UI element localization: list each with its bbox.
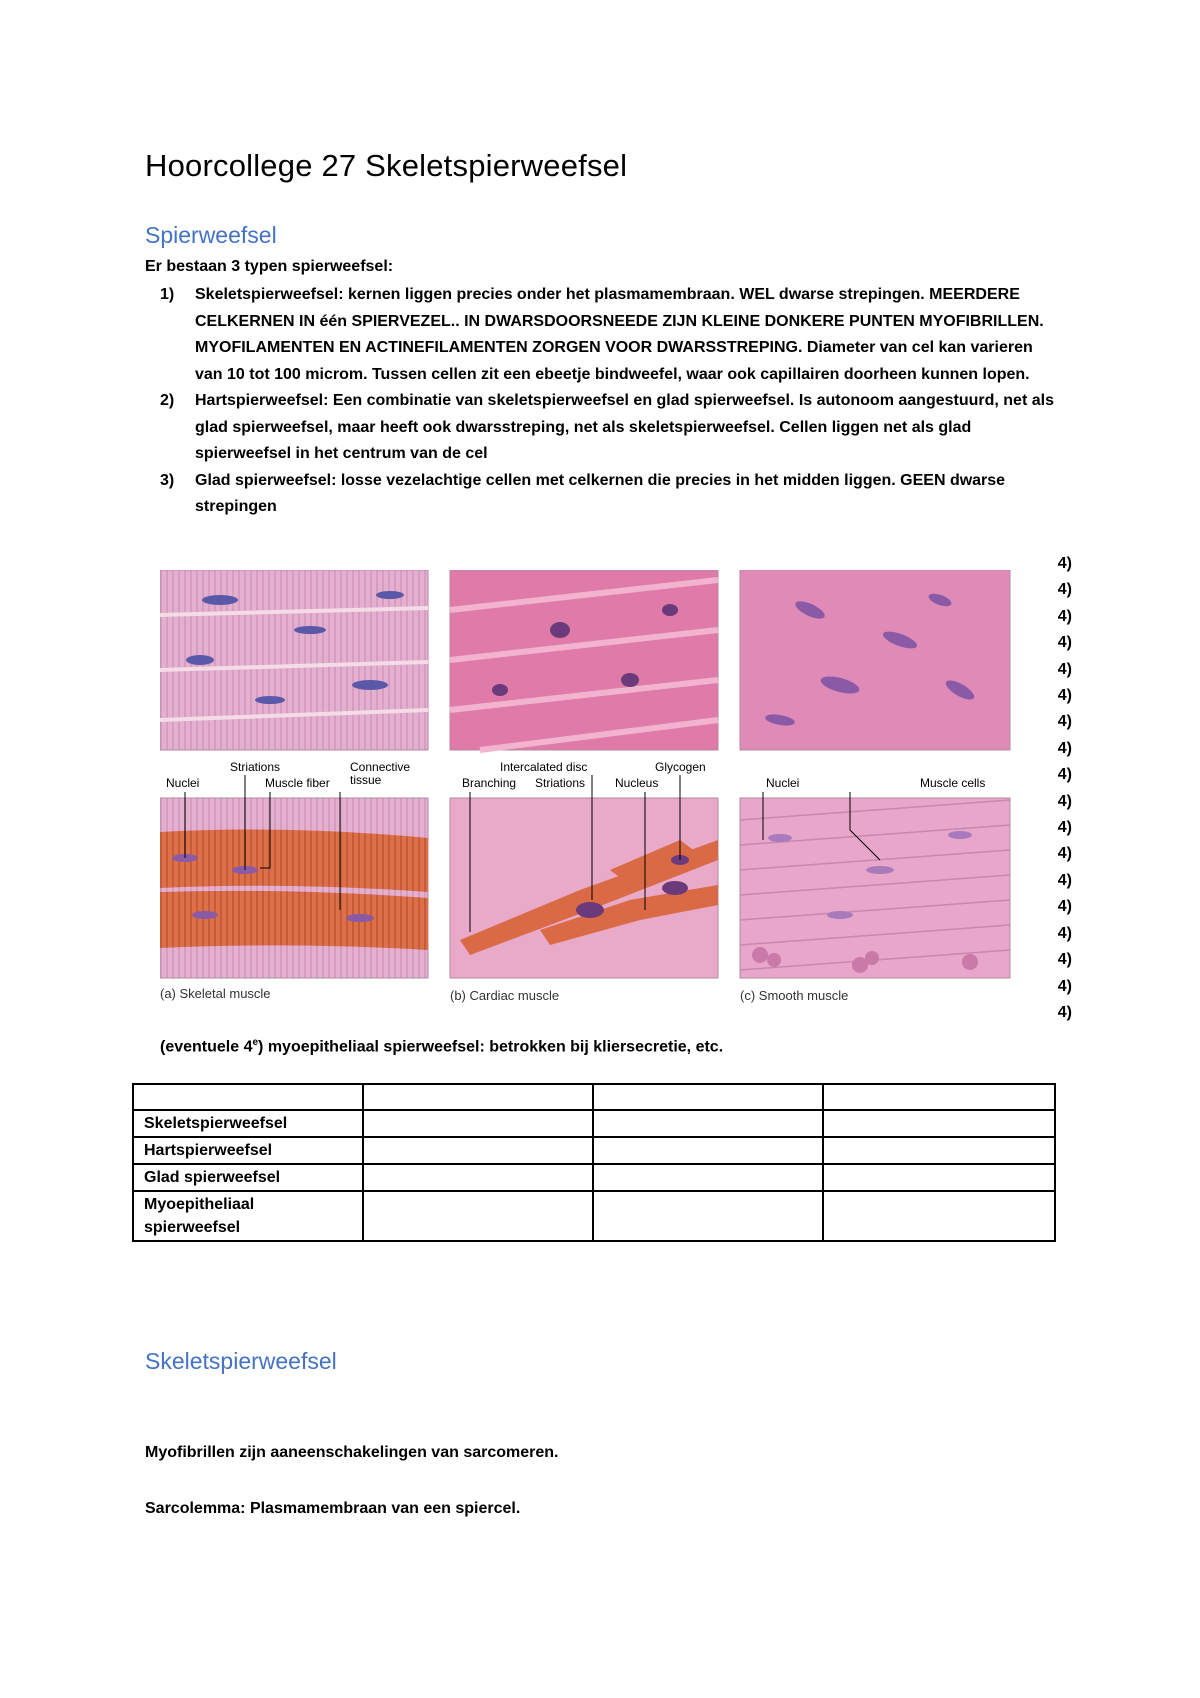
label-striations-b: Striations [535,776,586,790]
skeletal-diagram [160,798,428,978]
label-branching: Branching [462,776,517,790]
list-marker: 4) [1057,634,1072,652]
label-nucleus: Nucleus [615,776,659,790]
caption-cardiac: (b) Cardiac muscle [450,988,560,1003]
caption-smooth: (c) Smooth muscle [740,988,849,1003]
label-connective: Connective [350,760,411,774]
list-marker: 4) [1057,739,1072,757]
table-cell [823,1191,1055,1241]
list-marker: 4) [1057,1003,1072,1021]
label-nuclei-c: Nuclei [766,776,800,790]
table-header-row [133,1084,1055,1110]
list-item [145,282,1063,388]
table-cell [823,1137,1055,1164]
myoepithelial-note [160,1030,723,1061]
list-item-text: Hartspierweefsel: Een combinatie van skeletspierweefsel en glad spierweefsel. Is autonoom aangestuurd, net als glad spierweefsel, maar heeft ook dwarsstreping, net als skeletspierweefsel. Cellen liggen net als glad spierweefsel in het centrum van de cel [195,392,1054,462]
list-marker: 4) [1057,713,1072,731]
paragraph-sarcolemma: Sarcolemma: Plasmamembraan van een spiercel. [145,1500,521,1517]
table-cell [593,1137,823,1164]
table-cell [363,1084,593,1110]
table-cell [363,1164,593,1191]
list-marker: 4) [1057,924,1072,942]
paragraph-myofibrillen: Myofibrillen zijn aaneenschakelingen van sarcomeren. [145,1444,559,1461]
note-text-end: ) myoepitheliaal spierweefsel: betrokken bij kliersecretie, etc. [258,1038,724,1056]
list-number: 3) [160,471,175,489]
note-superscript: e [252,1037,259,1048]
label-glycogen: Glycogen [655,760,706,774]
muscle-tissue-figure [160,570,1022,1010]
label-striations: Striations [230,760,281,774]
section-heading-skeletspierweefsel: Skeletspierweefsel [145,1348,337,1374]
table-row [133,1191,1055,1241]
list-marker: 4) [1057,581,1072,599]
section-heading-spierweefsel: Spierweefsel [145,222,277,248]
table-cell [363,1191,593,1241]
list-number: 2) [160,392,175,409]
list-marker: 4) [1057,660,1072,678]
table-cell [823,1164,1055,1191]
tissue-type-list [145,282,1063,521]
skeletal-micrograph [160,570,428,750]
list-marker: 4) [1057,871,1072,889]
table-row [133,1110,1055,1137]
list-marker: 4) [1057,977,1072,995]
cardiac-micrograph [450,570,718,750]
label-tissue: tissue [350,773,382,787]
list-item-text: Glad spierweefsel: losse vezelachtige cellen met celkernen die precies in het midden liggen. GEEN dwarse strepingen [195,471,1006,515]
list-marker: 4) [1057,951,1072,969]
list-number: 1) [160,286,175,303]
label-muscle-fiber: Muscle fiber [265,776,330,790]
list-marker: 4) [1057,898,1072,916]
list-marker: 4) [1057,845,1072,863]
list-marker: 4) [1057,792,1072,810]
list-item [145,388,1063,468]
page-title: Hoorcollege 27 Skeletspierweefsel [145,148,628,183]
table-row [133,1164,1055,1191]
table-cell [593,1164,823,1191]
intro-text: Er bestaan 3 typen spierweefsel: [145,258,394,275]
table-cell [133,1084,363,1110]
list-marker: 4) [1057,555,1072,572]
muscle-tissue-illustration [160,570,1022,1010]
label-nuclei: Nuclei [166,776,200,790]
table-row [133,1137,1055,1164]
table-cell [593,1084,823,1110]
table-cell [823,1110,1055,1137]
smooth-diagram [740,798,1010,978]
row-label: Hartspierweefsel [133,1137,363,1164]
list-marker: 4) [1057,607,1072,625]
table-cell [363,1137,593,1164]
table-cell [823,1084,1055,1110]
list-item [145,468,1063,521]
label-muscle-cells: Muscle cells [920,776,986,790]
label-intercalated-disc: Intercalated disc [500,760,588,774]
list-marker: 4) [1057,766,1072,784]
smooth-micrograph [740,570,1010,750]
caption-skeletal: (a) Skeletal muscle [160,986,271,1001]
table-cell [363,1110,593,1137]
list-item-text: Skeletspierweefsel: kernen liggen precies onder het plasmamembraan. WEL dwarse strepingen. MEERDERE CELKERNEN IN één SPIERVEZEL.. IN DWARSDOORSNEEDE ZIJN KLEINE DONKERE PUNTEN MYOFIBRILLEN. MYOFILAMENTEN EN ACTINEFILAMENTEN ZORGEN VOOR DWARSSTREPING. Diameter van cel kan varieren van 10 tot 100 microm. Tussen cellen zit een ebeetje bindweefel, waar ook capillairen doorheen kunnen lopen. [195,286,1044,383]
table-cell [593,1191,823,1241]
row-label: Skeletspierweefsel [133,1110,363,1137]
list-marker: 4) [1057,687,1072,705]
cardiac-diagram [450,798,718,978]
comparison-table [132,1083,1056,1242]
table-cell [593,1110,823,1137]
list-marker-column [1048,551,1072,1026]
row-label: Myoepitheliaal spierweefsel [133,1191,363,1241]
list-marker: 4) [1057,819,1072,837]
note-text-start: (eventuele 4 [160,1038,253,1056]
row-label: Glad spierweefsel [133,1164,363,1191]
